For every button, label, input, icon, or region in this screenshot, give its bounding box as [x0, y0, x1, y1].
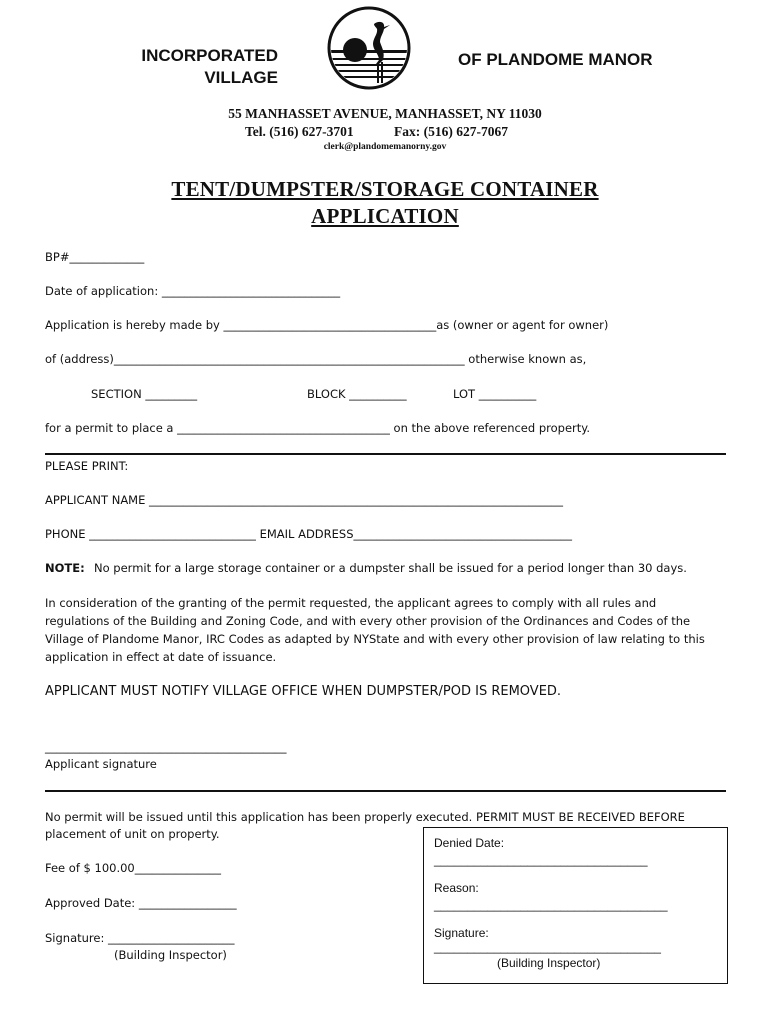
section-divider [45, 453, 726, 455]
note-text: No permit for a large storage container or a dumpster shall be issued for a period longer than 30 days. [94, 561, 687, 575]
inspector-signature-field[interactable]: Signature: ______________________ [45, 931, 235, 945]
applicant-name-field[interactable]: APPLICANT NAME ________________________________________________________________________ [45, 493, 564, 507]
heron-sunset-seal-icon [327, 6, 411, 90]
denial-signature-line[interactable]: __________________________________ [434, 940, 661, 954]
inspector-label: (Building Inspector) [114, 948, 227, 962]
applicant-signature-line[interactable]: __________________________________________ [45, 740, 287, 754]
village-name-line2: VILLAGE [204, 68, 278, 87]
section-field[interactable]: SECTION _________ [91, 387, 198, 401]
village-name-right: OF PLANDOME MANOR [458, 50, 653, 69]
applicant-owner-field[interactable]: Application is hereby made by _____________________________________as (owner or agent for owner) [45, 318, 609, 332]
footer-divider [45, 790, 726, 792]
village-phone: Tel. (516) 627-3701 [245, 124, 354, 139]
village-name-left [125, 46, 278, 88]
denial-inspector-label: (Building Inspector) [497, 956, 601, 970]
reason-line[interactable]: ___________________________________ [434, 898, 668, 912]
form-title-line1: TENT/DUMPSTER/STORAGE CONTAINER [171, 177, 599, 201]
denial-box [423, 827, 728, 984]
applicant-signature-label: Applicant signature [45, 757, 157, 771]
address-field[interactable]: of (address)_____________________________________________________________ otherwise known as, [45, 352, 587, 366]
approved-date-field[interactable]: Approved Date: _________________ [45, 896, 237, 910]
permit-notice-line1: No permit will be issued until this application has been properly executed. PERMIT MUST BE RECEIVED BEFORE [45, 810, 685, 824]
bp-number-field[interactable]: BP#_____________ [45, 250, 145, 264]
block-field[interactable]: BLOCK __________ [307, 387, 407, 401]
application-date-field[interactable]: Date of application: _______________________________ [45, 284, 341, 298]
reason-label: Reason: [434, 881, 479, 895]
permit-notice-line2: placement of unit on property. [45, 827, 220, 841]
consideration-paragraph: In consideration of the granting of the permit requested, the applicant agrees to comply with all rules and regulations of the Building and Zoning Code, and with every other provision of the Ordinances and Codes of the Village of Plandome Manor, IRC Codes as adapted by NYState and with every other provision of law relating to this application in effect at date of issuance. [45, 596, 705, 664]
village-address: 55 MANHASSET AVENUE, MANHASSET, NY 11030 [228, 106, 542, 121]
denial-signature-label: Signature: [434, 926, 489, 940]
notify-statement: APPLICANT MUST NOTIFY VILLAGE OFFICE WHEN DUMPSTER/POD IS REMOVED. [45, 684, 562, 699]
permit-item-field[interactable]: for a permit to place a _____________________________________ on the above referenced property. [45, 421, 591, 435]
form-title-line2: APPLICATION [311, 204, 459, 228]
please-print-heading: PLEASE PRINT: [45, 459, 129, 473]
fee-field[interactable]: Fee of $ 100.00_______________ [45, 861, 221, 875]
lot-field[interactable]: LOT __________ [453, 387, 537, 401]
village-email: clerk@plandomemanorny.gov [323, 142, 447, 152]
denied-date-line[interactable]: ________________________________ [434, 853, 648, 867]
denied-date-label: Denied Date: [434, 836, 505, 850]
village-name-line1: INCORPORATED [141, 46, 278, 65]
phone-email-field[interactable]: PHONE _____________________________ EMAIL ADDRESS______________________________________ [45, 527, 573, 541]
note-label: NOTE: [45, 561, 85, 575]
village-fax: Fax: (516) 627-7067 [394, 124, 508, 139]
